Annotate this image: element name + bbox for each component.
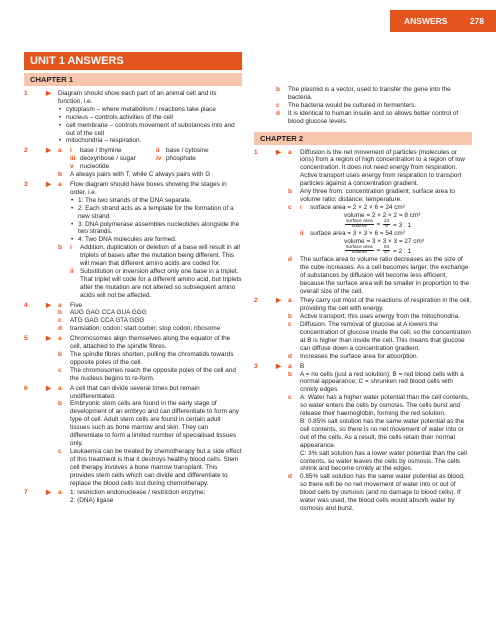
bullet-item: • 4: Two DNA molecules are formed. xyxy=(70,236,242,244)
bullet-item: • nucleus – controls activities of the cell xyxy=(58,114,242,122)
part-a xyxy=(58,181,242,244)
part-b xyxy=(276,86,472,102)
chapter-1-heading: CHAPTER 1 xyxy=(24,73,242,86)
page-number: 278 xyxy=(469,16,484,26)
subpart-i xyxy=(70,244,242,268)
part-c xyxy=(288,321,472,353)
answer-text: B: 0.85% salt solution has the same water potential as the cell contents, so there is no net movement of water into or out of the cells. As a result, the cells retain their normal appearance. xyxy=(300,418,465,449)
answer-text: AUG GAG CCA GUA GGG xyxy=(70,309,147,317)
answer-text: Any three from: concentration gradient; surface area to volume ratio; distance; temperature. xyxy=(300,188,455,203)
ch1-question-7-continued xyxy=(254,86,472,126)
bullet-item: • mitochondria – respiration. xyxy=(58,137,242,145)
answer-text: Embryonic stem cells are found in the early stage of development of an embryo and can differentiate to form any type of cell. Adult stem cells are found in certain adult tissues such as bone marrow and skin. They can differentiate to form a limited number of specialised tissues only. xyxy=(70,400,239,447)
answer-text: B xyxy=(300,362,305,370)
answer-text: 0.85% salt solution has the same water potential as blood, so there will be no net movement of water into or out of blood cells by osmosis (and no damage to blood cells). If water was used, the blood cells would absorb water by osmosis and burst. xyxy=(300,473,465,512)
answer-text: Flow diagram should have boxes showing the stages in order, i.e. xyxy=(70,180,227,196)
question-number: 3 xyxy=(24,180,28,188)
answer-text: 2: (DNA) ligase xyxy=(70,497,114,505)
part-letter: c xyxy=(58,447,62,455)
part-letter: a xyxy=(58,301,62,309)
part-letter: b xyxy=(288,313,292,321)
part-c xyxy=(58,367,242,383)
roman-numeral: ii xyxy=(70,267,74,275)
part-letter: b xyxy=(288,370,292,378)
part-letter: a xyxy=(288,297,292,305)
question-number: 4 xyxy=(24,301,28,309)
subpart-ii xyxy=(70,268,242,300)
pair-row xyxy=(70,155,242,163)
roman-numeral: iv xyxy=(156,155,162,163)
part-letter: b xyxy=(288,188,292,196)
running-header xyxy=(0,10,496,32)
part-letter: a xyxy=(58,489,62,497)
answer-text: Chromosomes align themselves along the equator of the cell, attached to the spindle fibres. xyxy=(70,335,231,351)
ch2-question-2 xyxy=(254,297,472,360)
bullet-item: • 2: Each strand acts as a template for the formation of a new strand. xyxy=(70,205,242,221)
question-number: 2 xyxy=(254,297,258,305)
chapter-2-heading: CHAPTER 2 xyxy=(254,132,472,145)
answer-text: Leukaemia can be treated by chemotherapy but a side effect of this treatment is that it destroys healthy blood cells. Stem cell therapy involves a bone marrow transplant. This provides stem cells which can divide and differentiate to replace the blood cells lost during chemotherapy. xyxy=(70,447,242,487)
bullet-item: • cell membrane – controls movement of substances into and out of the cell xyxy=(58,122,242,138)
question-number: 6 xyxy=(24,384,28,392)
fraction-numerator: surface area xyxy=(346,218,373,224)
question-number: 5 xyxy=(24,335,28,343)
answer-text: translation; codon; start codon; stop codon; ribosome xyxy=(70,325,221,333)
answer-text: A cell that can divide several times but remain undifferentiated. xyxy=(70,384,200,400)
arrow-icon: ▶ xyxy=(46,335,51,343)
unit-title: UNIT 1 ANSWERS xyxy=(24,52,242,70)
arrow-icon: ▶ xyxy=(46,90,51,97)
part-a xyxy=(58,302,242,310)
part-letter: d xyxy=(276,109,280,117)
fraction-numerator: 54 xyxy=(383,244,390,250)
roman-numeral: v xyxy=(70,163,74,171)
bullet-item: • 3: DNA polymerase assembles nucleotides alongside the two strands. xyxy=(70,221,242,237)
roman-numeral: ii xyxy=(300,229,304,237)
fraction-numerator: surface area xyxy=(346,244,373,250)
answer-text: A always pairs with T, while C always pairs with G xyxy=(70,171,211,179)
ratio-result: = 2 : 1 xyxy=(393,247,412,255)
answer-text: base / cytosine xyxy=(166,147,209,155)
arrow-icon: ▶ xyxy=(46,489,51,497)
answer-text: Diffusion. The removal of glucose at A lowers the concentration of glucose inside the cell, so the concentration at B is higher than inside the cell. This means that glucose can diffuse down a concentration gradient. xyxy=(300,321,471,352)
part-b xyxy=(288,371,472,395)
part-d xyxy=(288,256,472,296)
bullet-item: • cytoplasm – where metabolism / reactions take place xyxy=(58,106,242,114)
part-b xyxy=(58,309,242,317)
part-letter: d xyxy=(58,325,62,333)
answer-text: They carry out most of the reactions of respiration in the cell, providing the cell with energy. xyxy=(300,297,472,313)
ch2-question-3 xyxy=(254,363,472,513)
answer-text: ATG GAG CCA GTA GGG xyxy=(70,317,145,325)
answer-text: base / thymine xyxy=(80,147,122,155)
part-a xyxy=(288,363,472,371)
answer-text: nucleotide xyxy=(80,163,110,171)
part-c xyxy=(58,448,242,488)
answer-text: phosphate xyxy=(166,155,196,163)
arrow-icon: ▶ xyxy=(276,297,281,305)
ratio-fraction: surface area volume = $\frac{54}{27}$ xyxy=(346,244,390,256)
part-b xyxy=(58,171,242,179)
answer-text: The surface area to volume ratio decreases as the size of the cube increases. As a cell becomes larger, the exchange of substances by diffusion will become less efficient, because the surface area will be smaller in proportion to the overall size of the cell. xyxy=(300,255,470,295)
ch1-question-7 xyxy=(24,489,242,505)
part-a xyxy=(58,335,242,351)
subpart-ii xyxy=(300,230,472,238)
arrow-icon: ▶ xyxy=(46,180,51,188)
ratio-equation xyxy=(300,246,472,256)
ch1-question-1 xyxy=(24,90,242,145)
part-d xyxy=(288,473,472,513)
fraction-denominator: volume xyxy=(351,224,368,230)
equation-line: volume = 3 × 3 × 3 = 27 cm³ xyxy=(344,237,424,245)
part-a xyxy=(58,147,242,171)
answer-text: The plasmid is a vector, used to transfer the gene into the bacteria. xyxy=(288,86,451,101)
part-letter: c xyxy=(288,321,292,329)
header-spacer xyxy=(0,10,390,32)
answer-text: Increases the surface area for absorption. xyxy=(300,352,419,360)
part-b xyxy=(288,188,472,204)
part-letter: a xyxy=(58,147,62,155)
header-section-title: ANSWERS xyxy=(404,16,448,26)
roman-numeral: i xyxy=(70,244,72,252)
part-a xyxy=(58,489,242,505)
part-letter: c xyxy=(288,394,292,402)
fraction-numerator: 24 xyxy=(383,218,390,224)
answer-text: deoxyribose / sugar xyxy=(80,155,136,163)
answer-text: A = no cells (just a red solution); B = red blood cells with a normal appearance; C = shrunken red blood cells with crinkly edges xyxy=(300,370,464,394)
answer-text: Active transport; this uses energy from the mitochondria. xyxy=(300,313,460,321)
part-letter: c xyxy=(58,366,62,374)
part-letter: a xyxy=(288,148,292,156)
part-letter: b xyxy=(58,244,62,252)
fraction-denominator: 27 xyxy=(383,250,390,256)
pair-row xyxy=(70,147,242,155)
ch1-question-5 xyxy=(24,335,242,382)
arrow-icon: ▶ xyxy=(276,362,281,370)
ch1-question-6 xyxy=(24,385,242,488)
fraction-denominator: 8 xyxy=(385,224,388,230)
answer-text: surface area = 3 × 3 × 6 = 54 cm² xyxy=(310,229,405,237)
answer-text: Addition, duplication or deletion of a base will result in all triplets of bases after the mutation being different. This will mean that different amino acids are coded for. xyxy=(80,244,240,268)
roman-numeral: iii xyxy=(70,155,76,163)
part-b xyxy=(288,313,472,321)
part-letter: b xyxy=(276,86,280,93)
part-letter: c xyxy=(276,101,280,109)
answer-text: The spindle fibres shorten, pulling the chromatids towards opposite poles of the cell. xyxy=(70,351,234,366)
answer-text: The bacteria would be cultured in fermenters. xyxy=(288,101,417,109)
answer-text: Diagram should show each part of an animal cell and its function, i.e. xyxy=(58,90,217,105)
answer-text: C: 3% salt solution has a lower water potential than the cell contents, so water leaves the cells by osmosis. The cells shrink and become crinkly at the edges. xyxy=(300,449,467,473)
header-tab xyxy=(390,10,496,32)
roman-numeral: i xyxy=(300,203,302,211)
question-number: 1 xyxy=(254,148,258,156)
part-letter: a xyxy=(288,362,292,370)
part-letter: b xyxy=(58,171,62,179)
roman-numeral: ii xyxy=(156,147,160,155)
part-a xyxy=(288,297,472,313)
answer-text: It is identical to human insulin and so allows better control of blood glucose levels. xyxy=(288,109,459,125)
fraction-denominator: volume xyxy=(351,250,368,256)
answer-text: surface area = 2 × 2 × 6 = 24 cm² xyxy=(310,203,405,211)
part-c xyxy=(276,102,472,110)
part-letter: a xyxy=(58,384,62,392)
ratio-result: = 3 : 1 xyxy=(393,221,412,229)
question-number: 2 xyxy=(24,147,28,155)
bullet-item: • 1: The two strands of the DNA separate. xyxy=(70,197,242,205)
arrow-icon: ▶ xyxy=(46,384,51,392)
answer-text: 1: restriction endonuclease / restriction enzyme; xyxy=(70,489,206,497)
part-letter: b xyxy=(58,400,62,408)
part-b xyxy=(58,244,242,299)
arrow-icon: ▶ xyxy=(276,148,281,156)
ratio-fraction: surface area volume = $\frac{24}{8}$ xyxy=(346,218,390,230)
answer-text: Substitution or inversion affect only one base in a triplet. That triplet will code for a different amino acid, but triplets after the mutation are not altered so subsequent amino acids will not be affected. xyxy=(80,267,242,299)
part-a xyxy=(288,149,472,189)
ch1-question-2 xyxy=(24,147,242,179)
arrow-icon: ▶ xyxy=(46,147,51,155)
part-letter: c xyxy=(58,317,62,325)
part-letter: d xyxy=(288,255,292,263)
arrow-icon: ▶ xyxy=(46,301,51,309)
question-number: 3 xyxy=(254,362,258,370)
part-a xyxy=(58,385,242,401)
part-b xyxy=(58,400,242,447)
part-d xyxy=(288,353,472,361)
answer-text: Diffusion is the net movement of particles (molecules or ions) from a region of high concentration to a region of low concentration. It does not need energy from respiration. Active transport uses energy from respiration to transport particles against a concentration gradient. xyxy=(300,148,465,188)
part-letter: d xyxy=(288,352,292,360)
ch1-question-4 xyxy=(24,302,242,334)
ch1-question-3 xyxy=(24,181,242,300)
right-column xyxy=(254,86,472,515)
part-d xyxy=(58,325,242,333)
subpart-i xyxy=(300,204,472,212)
question-number: 1 xyxy=(24,90,28,97)
left-column xyxy=(24,52,242,507)
part-c xyxy=(58,317,242,325)
part-letter: b xyxy=(58,309,62,317)
part-letter: d xyxy=(288,473,292,481)
equation-line: volume = 2 × 2 × 2 = 8 cm³ xyxy=(344,211,421,219)
answer-text: A: Water has a higher water potential than the cell contents, so water enters the cells by osmosis. The cells burst and release their haemoglobin, forming the red solution. xyxy=(300,394,469,418)
answer-text: The chromosomes reach the opposite poles of the cell and the nucleus begins to re-form. xyxy=(70,366,236,382)
roman-numeral: i xyxy=(70,147,72,155)
part-c xyxy=(288,394,472,473)
part-letter: c xyxy=(288,203,292,211)
ratio-equation xyxy=(300,220,472,230)
part-letter: a xyxy=(58,335,62,343)
part-letter: a xyxy=(58,180,62,188)
part-b xyxy=(58,351,242,367)
part-d xyxy=(276,110,472,126)
answer-text: Five xyxy=(70,301,83,309)
ch2-question-1 xyxy=(254,149,472,296)
part-letter: b xyxy=(58,351,62,358)
part-c xyxy=(288,204,472,256)
question-number: 7 xyxy=(24,489,28,497)
